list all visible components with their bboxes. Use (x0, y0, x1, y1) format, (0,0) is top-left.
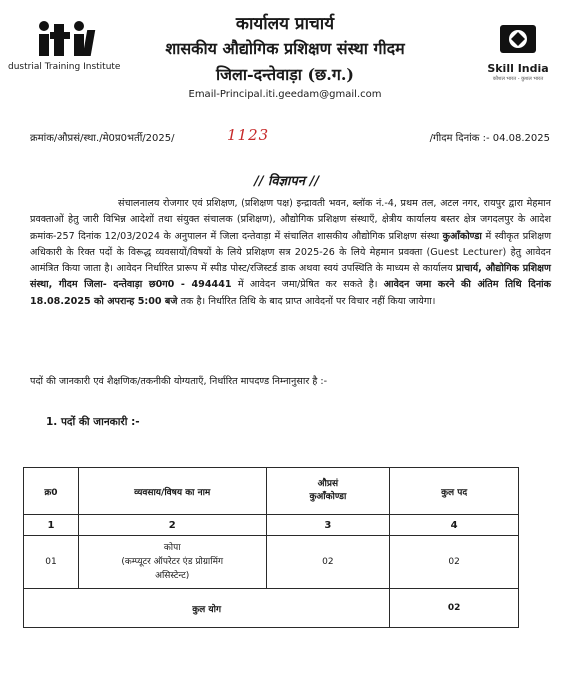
iti-logo-caption: dustrial Training Institute (8, 62, 121, 72)
total-label: कुल योग (24, 589, 390, 628)
section-heading-posts: 1. पदों की जानकारी :- (46, 416, 140, 428)
body-deadline-bold: आवेदन जमा करने की अंतिम तिथि दिनांक 18.08.2025 को अपरान्ह 5:00 बजे (30, 279, 551, 307)
row-trade: कोपा (कम्प्यूटर ऑपरेटर एंड प्रोग्रामिंग असिस्टेन्ट) (78, 536, 266, 589)
table-numbering-row (24, 515, 519, 536)
qualification-intro: पदों की जानकारी एवं शैक्षणिक/तकनीकी योग्यताएँ, निर्धारित मापदण्ड निम्नानुसार है :- (30, 376, 328, 387)
row-sno: 01 (24, 536, 79, 589)
notice-body (30, 196, 551, 310)
row-kuakonda-posts: 02 (266, 536, 390, 589)
header-total-posts: कुल पद (390, 468, 519, 515)
row-total-posts: 02 (390, 536, 519, 589)
header-sno: क्र0 (24, 468, 79, 515)
skill-india-logo (478, 22, 558, 92)
header-trade: व्यवसाय/विषय का नाम (78, 468, 266, 515)
col-number: 3 (266, 515, 390, 536)
body-text-1: संचालनालय रोजगार एवं प्रशिक्षण, (प्रशिक्षण पक्ष) इन्द्रावती भवन, ब्लॉक नं.-4, प्रथम तल, अटल नगर, रायपुर द्वारा मेहमान प्रवक्ताओं हेतु जारी विभिन्न आदेशों तथा संयुक्त संचालक (प्रशिक्षण), औद्योगिक प्रशिक्षण संस्थाएँ, क्षेत्रीय कार्यालय बस्तर क्षेत्र जगदलपुर के आदेश क्रमांक-257 दिनांक 12/03/2024 के अनुपालन में जिला दन्तेवाड़ा में संचालित शासकीय औद्योगिक प्रशिक्षण संस्था (30, 198, 551, 242)
skill-india-title: Skill India (487, 62, 549, 75)
skill-india-tagline: कौशल भारत - कुशल भारत (492, 76, 544, 82)
col-number: 4 (390, 515, 519, 536)
body-text-3: में आवेदन जमा/प्रेषित कर सकते है। (231, 279, 384, 291)
body-institute-bold: कुआँकोण्डा (442, 230, 482, 242)
col-number: 2 (78, 515, 266, 536)
reference-number: 1123 (227, 126, 270, 144)
office-email: Email-Principal.iti.geedam@gmail.com (188, 89, 382, 100)
notice-title: // विज्ञापन // (254, 174, 319, 189)
table-header-row (24, 468, 519, 515)
office-heading (150, 14, 420, 100)
district-name: जिला-दन्तेवाड़ा (छ.ग.) (215, 65, 354, 84)
reference-prefix: क्रमांक/औप्रसं/स्था./मे0प्र0भर्ती/2025/ (30, 133, 175, 144)
iti-logo-icon (34, 20, 102, 64)
reference-date: /गीदम दिनांक :- 04.08.2025 (429, 133, 550, 144)
skill-india-emblem-icon (497, 22, 539, 56)
table-row (24, 536, 519, 589)
body-text-4: तक है। निर्धारित तिथि के बाद प्राप्त आवेदनों पर विचार नहीं किया जायेगा। (177, 295, 436, 307)
office-title: कार्यालय प्राचार्य (235, 14, 335, 34)
total-value: 02 (390, 589, 519, 628)
posts-table (23, 467, 519, 628)
body-address-bold: प्राचार्य, औद्योगिक प्रशिक्षण संस्था, गीदम जिला- दन्तेवाड़ा छ0ग0 - 494441 (30, 263, 551, 291)
col-number: 1 (24, 515, 79, 536)
iti-logo (4, 20, 124, 80)
table-total-row (24, 589, 519, 628)
body-text-2: में स्वीकृत प्रशिक्षण अधिकारी के रिक्त पदों के विरूद्ध व्यवसायों/विषयों के लिये प्रशिक्षण सत्र 2025-26 के लिये मेहमान प्रवक्ता (Guest Lecturer) हेतु आवेदन आमंत्रित किया जाता है। आवेदन निर्धारित प्रारूप में स्पीड पोस्ट/रजिस्टर्ड डाक अथवा स्वयं उपस्थिति के माध्यम से कार्यालय (30, 230, 552, 275)
institute-name: शासकीय औद्योगिक प्रशिक्षण संस्था गीदम (165, 39, 405, 58)
header-kuakonda: औप्रसं कुआँकोण्डा (266, 468, 390, 515)
